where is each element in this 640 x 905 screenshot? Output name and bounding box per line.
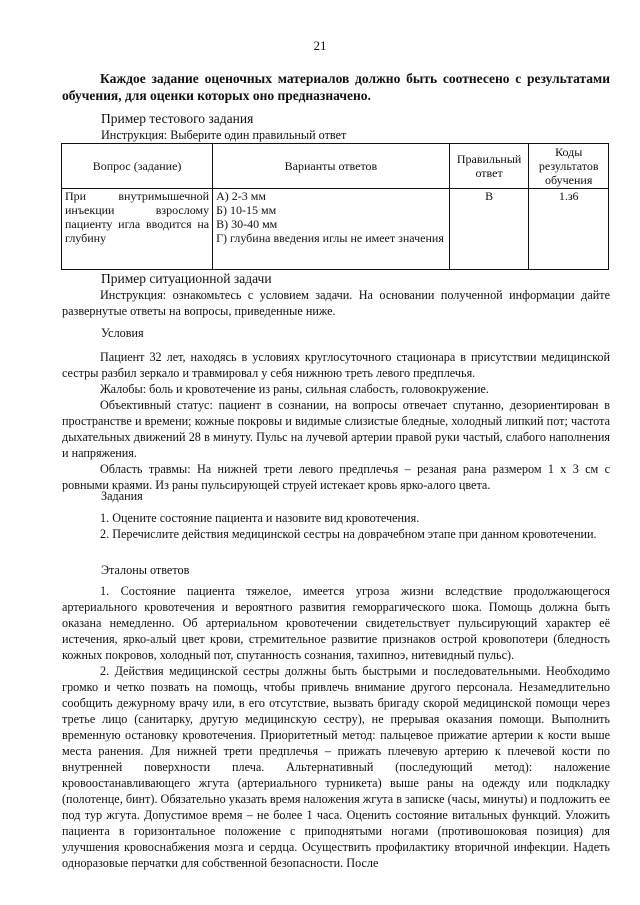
answer-cell: В [449, 189, 529, 270]
option-d: Г) глубина введения иглы не имеет значения [216, 231, 444, 245]
header-options: Варианты ответов [213, 144, 450, 189]
table-row [62, 189, 609, 270]
answer-paragraph: 1. Состояние пациента тяжелое, имеется угроза жизни вследствие продолжающегося артериального кровотечения и вероятного развития геморрагического шока. Помощь должна быть оказана немедленно. Об артериальном кровотечении свидетельствует пульсирующий характер её истечения, ярко-алый цвет крови, стремительное развитие признаков острой кровопотери (бледность кожных покровов, холодный пот, спутанность сознания, тахипноэ, нитевидный пульс). [62, 584, 610, 662]
situational-instruction: Инструкция: ознакомьтесь с условием задачи. На основании полученной информации дайте развернутые ответы на вопросы, приведенные ниже. [62, 288, 610, 318]
test-instruction: Инструкция: Выберите один правильный ответ [101, 128, 347, 142]
option-c: В) 30-40 мм [216, 217, 278, 231]
page-number: 21 [313, 38, 327, 53]
test-table [61, 143, 609, 270]
test-example-heading: Пример тестового задания [101, 111, 254, 126]
status-paragraph: Объективный статус: пациент в сознании, на вопросы отвечает спутанно, дезориентирован в пространстве и времени; кожные покровы и видимые слизистые бледные, холодный липкий пот; частота дыхательных движений 28 в минуту. Пульс на лучевой артерии правой руки частый, слабого наполнения и напряжения. [62, 398, 610, 460]
question-cell: При внутримышечной инъекции взрослому пациенту игла вводится на глубину [62, 189, 213, 270]
complaints-paragraph: Жалобы: боль и кровотечение из раны, сильная слабость, головокружение. [100, 382, 489, 396]
tasks-label: Задания [101, 489, 143, 503]
option-b: Б) 10-15 мм [216, 203, 277, 217]
injury-paragraph: Область травмы: На нижней трети левого предплечья – резаная рана размером 1 х 3 см с ровными краями. Из раны пульсирующей струей истекает кровь ярко-алого цвета. [62, 462, 610, 492]
option-a: А) 2-3 мм [216, 189, 266, 203]
task-item: 2. Перечислите действия медицинской сестры на доврачебном этапе при данном кровотечении. [100, 527, 597, 541]
test-table-header-row [62, 144, 609, 189]
answer-paragraph: 2. Действия медицинской сестры должны быть быстрыми и последовательными. Необходимо громко и четко позвать на помощь, чтобы привлечь внимание другого персонала. Незамедлительно сообщить дежурному врачу или, в его отсутствие, вызвать бригаду скорой медицинской помощи через третье лицо (санитарку, другую медицинскую сестру), не прерывая оказания помощи. Выполнить временную остановку кровотечения. Приоритетный метод: пальцевое прижатие артерии к кости выше места ранения. Для нижней трети предплечья – прижать плечевую артерию к плечевой кости по внутренней поверхности плеча. Альтернативный (последующий метод): наложение кровоостанавливающего жгута (артериального турникета) выше раны на одежду или подкладку (полотенце, бинт). Обязательно указать время наложения жгута в записке (часы, минуты) и подложить ее под тур жгута. Допустимое время – не более 1 часа. Оценить состояние витальных функций. Уложить пациента в горизонтальное положение с приподнятыми ногами (противошоковая позиция) для улучшения кровоснабжения мозга и сердца. Осуществить профилактику вторичной инфекции. Надеть одноразовые перчатки для собственной безопасности. После [62, 664, 610, 870]
intro-paragraph: Каждое задание оценочных материалов должно быть соотнесено с результатами обучения, для оценки которых оно предназначено. [62, 71, 610, 103]
condition-paragraph: Пациент 32 лет, находясь в условиях круглосуточного стационара в присутствии медицинской сестры разбил зеркало и травмировал у себя нижнюю треть левого предплечья. [62, 350, 610, 380]
answers-label: Эталоны ответов [101, 563, 190, 577]
conditions-text [62, 349, 610, 493]
answers-text [62, 583, 610, 871]
header-answer: Правильный ответ [449, 144, 529, 189]
task-item: 1. Оцените состояние пациента и назовите вид кровотечения. [100, 511, 420, 525]
header-question: Вопрос (задание) [62, 144, 213, 189]
codes-cell: 1.з6 [529, 189, 609, 270]
tasks-list [62, 510, 610, 542]
conditions-label: Условия [101, 326, 144, 340]
situational-heading: Пример ситуационной задачи [101, 271, 272, 286]
header-codes: Коды результатов обучения [529, 144, 609, 189]
options-cell [213, 189, 450, 270]
